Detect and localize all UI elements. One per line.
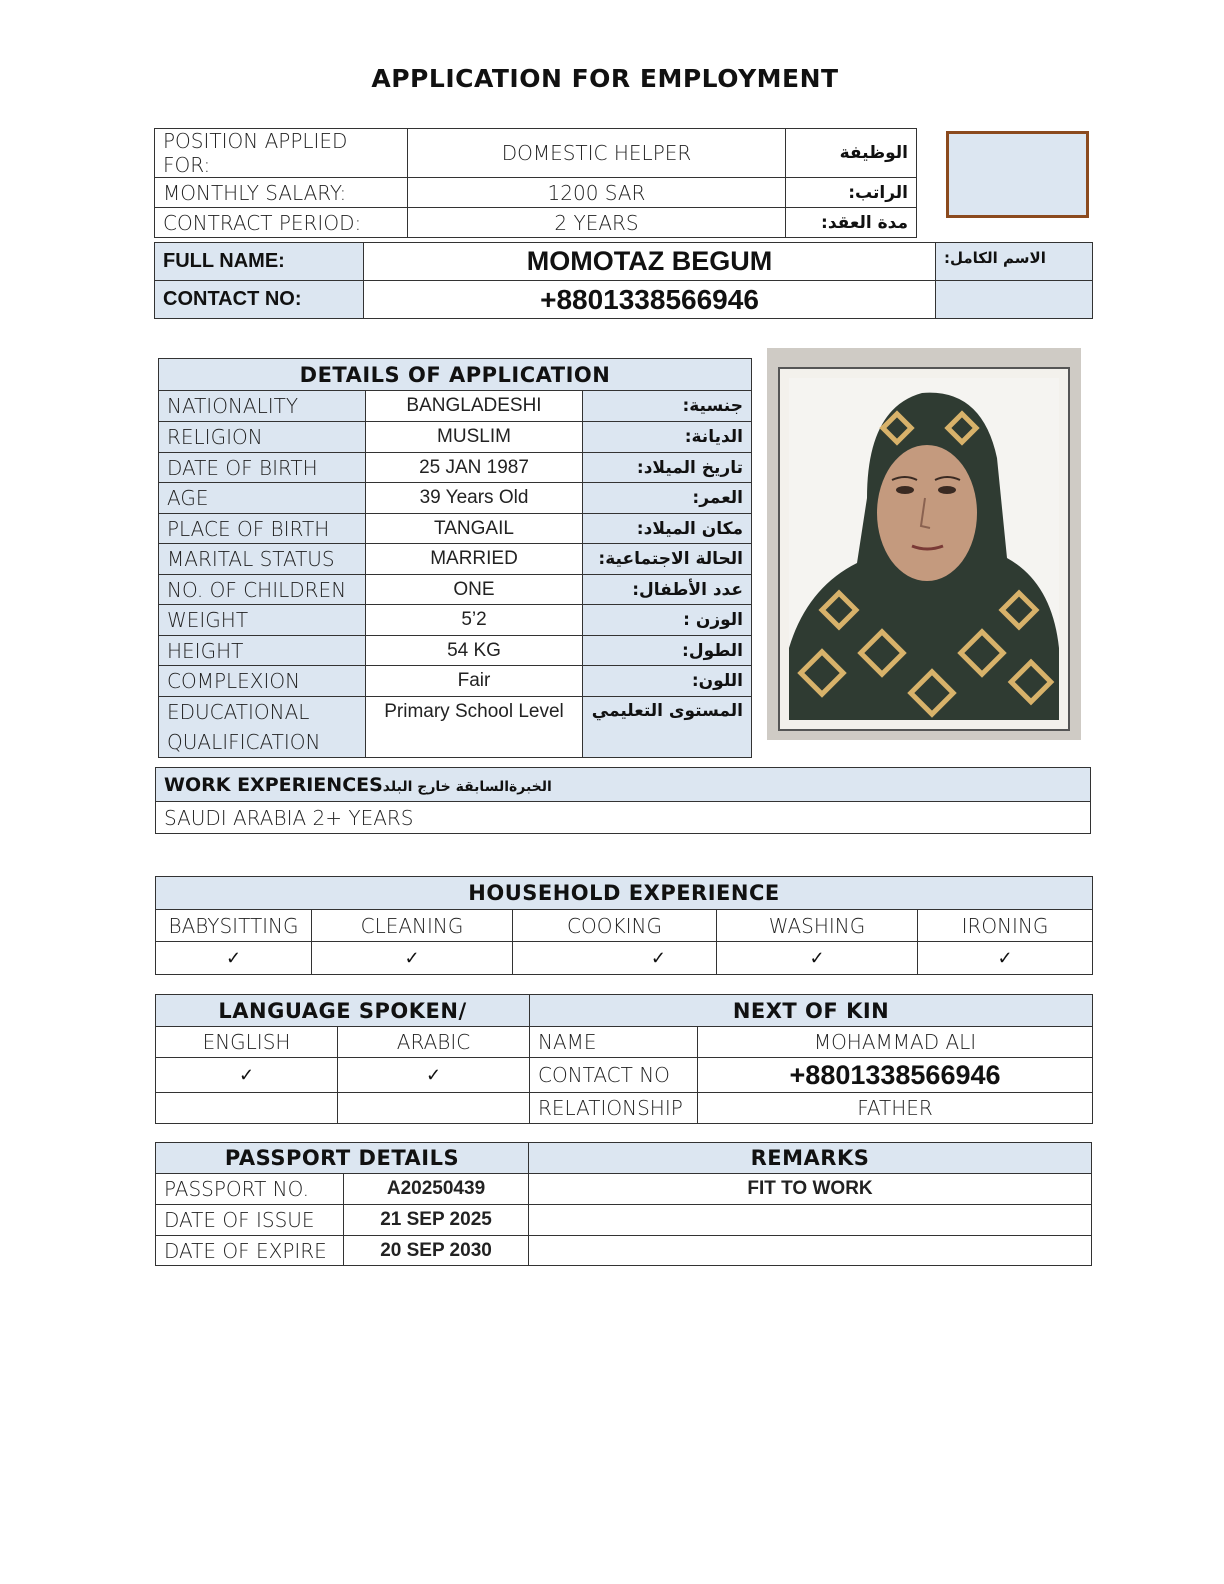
kin-label: CONTACT NO [530, 1058, 698, 1093]
contract-label: CONTRACT PERIOD: [155, 208, 408, 238]
kin-label: RELATIONSHIP [530, 1093, 698, 1124]
details-value: 5’2 [366, 605, 583, 636]
work-heading-arabic: الخبرةالسابقة خارج البلد [382, 778, 552, 795]
details-label: DATE OF BIRTH [159, 453, 366, 483]
position-table [154, 128, 917, 238]
applicant-photo [767, 348, 1081, 740]
passport-value: A20250439 [344, 1174, 529, 1205]
language-check: ✓ [156, 1058, 338, 1093]
salary-label: MONTHLY SALARY: [155, 178, 408, 208]
household-heading: HOUSEHOLD EXPERIENCE [156, 877, 1093, 910]
applicant-portrait-image [767, 348, 1081, 740]
small-photo-frame [946, 131, 1089, 218]
language-empty-cell [156, 1093, 338, 1124]
details-value: Primary School Level [366, 697, 583, 758]
details-label: RELIGION [159, 422, 366, 453]
household-table [155, 876, 1093, 975]
salary-value: 1200 SAR [408, 178, 786, 208]
household-check: ✓ [717, 942, 918, 975]
language-label: ENGLISH [156, 1027, 338, 1058]
work-value: SAUDI ARABIA 2+ YEARS [156, 802, 1091, 834]
contract-value: 2 YEARS [408, 208, 786, 238]
kin-label: NAME [530, 1027, 698, 1058]
passport-remarks-table [155, 1142, 1092, 1266]
remarks-empty-cell [529, 1236, 1092, 1266]
language-empty-cell [338, 1093, 530, 1124]
position-label: POSITION APPLIED FOR: [155, 129, 408, 178]
details-value: ONE [366, 575, 583, 605]
details-arabic: الطول: [583, 636, 752, 666]
details-value: MARRIED [366, 544, 583, 575]
household-label: WASHING [717, 910, 918, 942]
details-arabic: الحالة الاجتماعية: [583, 544, 752, 575]
details-arabic: مكان الميلاد: [583, 514, 752, 544]
details-value: 54 KG [366, 636, 583, 666]
details-table [158, 358, 752, 758]
details-label: EDUCATIONAL QUALIFICATION [159, 697, 366, 758]
household-label: CLEANING [312, 910, 513, 942]
details-label: MARITAL STATUS [159, 544, 366, 575]
kin-heading: NEXT OF KIN [530, 995, 1093, 1027]
details-arabic: الديانة: [583, 422, 752, 453]
passport-heading: PASSPORT DETAILS [156, 1143, 529, 1174]
language-label: ARABIC [338, 1027, 530, 1058]
language-heading: LANGUAGE SPOKEN/ [156, 995, 530, 1027]
household-label: BABYSITTING [156, 910, 312, 942]
details-label: WEIGHT [159, 605, 366, 636]
details-label: NATIONALITY [159, 391, 366, 422]
language-kin-table [155, 994, 1093, 1124]
household-check: ✓ [156, 942, 312, 975]
remarks-value: FIT TO WORK [529, 1174, 1092, 1205]
details-value: MUSLIM [366, 422, 583, 453]
contact-value: +8801338566946 [364, 281, 936, 319]
details-value: 25 JAN 1987 [366, 453, 583, 483]
identity-table [154, 242, 1093, 319]
details-arabic: تاريخ الميلاد: [583, 453, 752, 483]
work-table [155, 767, 1091, 834]
details-arabic: الوزن : [583, 605, 752, 636]
passport-label: DATE OF EXPIRE [156, 1236, 344, 1266]
details-arabic: جنسية: [583, 391, 752, 422]
passport-value: 20 SEP 2030 [344, 1236, 529, 1266]
position-arabic: الوظيفة [786, 129, 917, 178]
full-name-arabic: الاسم الكامل: [936, 243, 1093, 281]
household-check: ✓ [513, 942, 717, 975]
salary-arabic: الراتب: [786, 178, 917, 208]
household-label: COOKING [513, 910, 717, 942]
contact-label: CONTACT NO: [155, 281, 364, 319]
work-heading-cell [156, 768, 1091, 802]
household-label: IRONING [918, 910, 1093, 942]
details-label: COMPLEXION [159, 666, 366, 697]
details-label: PLACE OF BIRTH [159, 514, 366, 544]
details-label: HEIGHT [159, 636, 366, 666]
details-value: Fair [366, 666, 583, 697]
passport-value: 21 SEP 2025 [344, 1205, 529, 1236]
passport-label: DATE OF ISSUE [156, 1205, 344, 1236]
details-value: BANGLADESHI [366, 391, 583, 422]
details-value: TANGAIL [366, 514, 583, 544]
household-check: ✓ [312, 942, 513, 975]
details-arabic: المستوى التعليمي [583, 697, 752, 758]
details-arabic: العمر: [583, 483, 752, 514]
remarks-heading: REMARKS [529, 1143, 1092, 1174]
kin-value: FATHER [698, 1093, 1093, 1124]
full-name-label: FULL NAME: [155, 243, 364, 281]
details-label: AGE [159, 483, 366, 514]
contact-arabic-cell [936, 281, 1093, 319]
details-value: 39 Years Old [366, 483, 583, 514]
details-label: NO. OF CHILDREN [159, 575, 366, 605]
position-value: DOMESTIC HELPER [408, 129, 786, 178]
full-name-value: MOMOTAZ BEGUM [364, 243, 936, 281]
remarks-empty-cell [529, 1205, 1092, 1236]
passport-label: PASSPORT NO. [156, 1174, 344, 1205]
details-arabic: عدد الأطفال: [583, 575, 752, 605]
kin-value: +8801338566946 [698, 1058, 1093, 1093]
page-title: APPLICATION FOR EMPLOYMENT [371, 64, 839, 93]
household-check: ✓ [918, 942, 1093, 975]
kin-value: MOHAMMAD ALI [698, 1027, 1093, 1058]
details-heading: DETAILS OF APPLICATION [159, 359, 752, 391]
details-arabic: اللون: [583, 666, 752, 697]
language-check: ✓ [338, 1058, 530, 1093]
work-heading: WORK EXPERIENCES [164, 773, 383, 796]
contract-arabic: مدة العقد: [786, 208, 917, 238]
